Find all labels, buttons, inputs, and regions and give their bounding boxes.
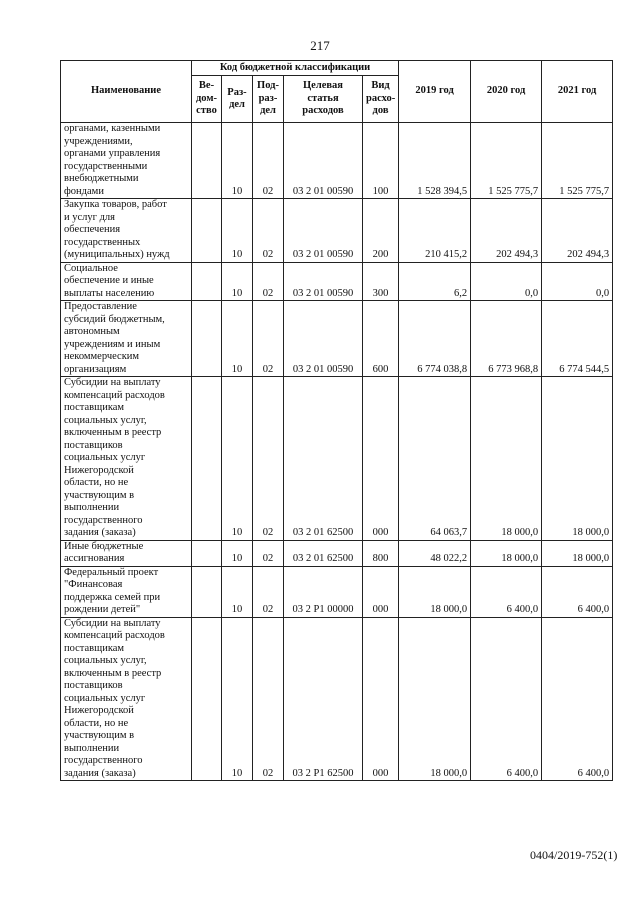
row-podrazdel: 02 bbox=[253, 617, 284, 781]
row-2019: 210 415,2 bbox=[399, 199, 471, 263]
row-2021: 6 400,0 bbox=[542, 617, 613, 781]
row-razdel: 10 bbox=[222, 617, 253, 781]
row-vedomstvo bbox=[192, 566, 222, 617]
row-2019: 18 000,0 bbox=[399, 617, 471, 781]
row-vedomstvo bbox=[192, 617, 222, 781]
row-2019: 1 528 394,5 bbox=[399, 123, 471, 199]
row-2019: 6 774 038,8 bbox=[399, 301, 471, 377]
row-vedomstvo bbox=[192, 301, 222, 377]
row-target: 03 2 P1 00000 bbox=[284, 566, 363, 617]
row-2020: 18 000,0 bbox=[471, 377, 542, 541]
row-name: Социальное обеспечение и иные выплаты населению bbox=[61, 262, 192, 301]
row-name: органами, казенными учреждениями, органами управления государственными внебюджетными фондами bbox=[61, 123, 192, 199]
row-2019: 18 000,0 bbox=[399, 566, 471, 617]
header-2020: 2020 год bbox=[471, 61, 542, 123]
row-2019: 48 022,2 bbox=[399, 540, 471, 566]
row-2021: 1 525 775,7 bbox=[542, 123, 613, 199]
table-row bbox=[61, 199, 613, 263]
header-podrazdel-text: Под- раз- дел bbox=[257, 80, 279, 117]
row-razdel: 10 bbox=[222, 377, 253, 541]
row-2019: 64 063,7 bbox=[399, 377, 471, 541]
header-vedomstvo-text: Ве- дом- ство bbox=[195, 80, 217, 117]
row-vid: 600 bbox=[363, 301, 399, 377]
row-vid: 000 bbox=[363, 617, 399, 781]
header-target-text: Целевая статья расходов bbox=[302, 80, 344, 117]
row-razdel: 10 bbox=[222, 262, 253, 301]
budget-table bbox=[60, 60, 613, 781]
row-2020: 1 525 775,7 bbox=[471, 123, 542, 199]
row-vid: 000 bbox=[363, 566, 399, 617]
row-razdel: 10 bbox=[222, 566, 253, 617]
row-podrazdel: 02 bbox=[253, 199, 284, 263]
row-2020: 6 400,0 bbox=[471, 617, 542, 781]
row-vid: 100 bbox=[363, 123, 399, 199]
header-podrazdel bbox=[253, 76, 284, 123]
row-2020: 6 400,0 bbox=[471, 566, 542, 617]
row-vid: 800 bbox=[363, 540, 399, 566]
row-vid: 300 bbox=[363, 262, 399, 301]
row-razdel: 10 bbox=[222, 199, 253, 263]
row-vid: 000 bbox=[363, 377, 399, 541]
row-vedomstvo bbox=[192, 377, 222, 541]
row-vedomstvo bbox=[192, 123, 222, 199]
row-2020: 6 773 968,8 bbox=[471, 301, 542, 377]
row-vedomstvo bbox=[192, 199, 222, 263]
row-razdel: 10 bbox=[222, 301, 253, 377]
table-row bbox=[61, 301, 613, 377]
row-vedomstvo bbox=[192, 540, 222, 566]
table-row bbox=[61, 123, 613, 199]
row-razdel: 10 bbox=[222, 123, 253, 199]
header-vedomstvo bbox=[192, 76, 222, 123]
row-target: 03 2 01 00590 bbox=[284, 123, 363, 199]
row-target: 03 2 P1 62500 bbox=[284, 617, 363, 781]
header-razdel-text: Раз- дел bbox=[227, 86, 247, 110]
document-code: 0404/2019-752(1) bbox=[530, 848, 618, 862]
table-row bbox=[61, 262, 613, 301]
row-target: 03 2 01 00590 bbox=[284, 199, 363, 263]
row-2021: 0,0 bbox=[542, 262, 613, 301]
row-name: Закупка товаров, работ и услуг для обеспечения государственных (муниципальных) нужд bbox=[61, 199, 192, 263]
table-row bbox=[61, 377, 613, 541]
row-podrazdel: 02 bbox=[253, 377, 284, 541]
table-header bbox=[61, 61, 613, 123]
table-body bbox=[61, 123, 613, 781]
row-2021: 18 000,0 bbox=[542, 377, 613, 541]
row-2021: 18 000,0 bbox=[542, 540, 613, 566]
row-name: Предоставление субсидий бюджетным, автономным учреждениям и иным некоммерческим организациям bbox=[61, 301, 192, 377]
row-2019: 6,2 bbox=[399, 262, 471, 301]
row-2020: 202 494,3 bbox=[471, 199, 542, 263]
row-razdel: 10 bbox=[222, 540, 253, 566]
row-2020: 18 000,0 bbox=[471, 540, 542, 566]
row-podrazdel: 02 bbox=[253, 262, 284, 301]
row-name: Субсидии на выплату компенсаций расходов поставщикам социальных услуг, включенным в реестр поставщиков социальных услуг Нижегородской области, но не участвующим в выполнении государственного задания (заказа) bbox=[61, 617, 192, 781]
row-target: 03 2 01 62500 bbox=[284, 377, 363, 541]
row-2020: 0,0 bbox=[471, 262, 542, 301]
header-razdel bbox=[222, 76, 253, 123]
header-target bbox=[284, 76, 363, 123]
row-name: Федеральный проект "Финансовая поддержка семей при рождении детей" bbox=[61, 566, 192, 617]
header-2021: 2021 год bbox=[542, 61, 613, 123]
row-podrazdel: 02 bbox=[253, 301, 284, 377]
row-name: Иные бюджетные ассигнования bbox=[61, 540, 192, 566]
row-target: 03 2 01 00590 bbox=[284, 262, 363, 301]
table-row bbox=[61, 617, 613, 781]
row-2021: 6 774 544,5 bbox=[542, 301, 613, 377]
row-podrazdel: 02 bbox=[253, 123, 284, 199]
row-target: 03 2 01 00590 bbox=[284, 301, 363, 377]
row-podrazdel: 02 bbox=[253, 566, 284, 617]
row-2021: 202 494,3 bbox=[542, 199, 613, 263]
row-vid: 200 bbox=[363, 199, 399, 263]
table-row bbox=[61, 566, 613, 617]
page-number: 217 bbox=[310, 38, 330, 53]
row-podrazdel: 02 bbox=[253, 540, 284, 566]
row-2021: 6 400,0 bbox=[542, 566, 613, 617]
header-code-group: Код бюджетной классификации bbox=[192, 61, 399, 76]
table-row bbox=[61, 540, 613, 566]
row-target: 03 2 01 62500 bbox=[284, 540, 363, 566]
header-name: Наименование bbox=[61, 61, 192, 123]
row-vedomstvo bbox=[192, 262, 222, 301]
header-2019: 2019 год bbox=[399, 61, 471, 123]
header-vid-text: Вид расхо- дов bbox=[366, 80, 396, 117]
header-vid bbox=[363, 76, 399, 123]
row-name: Субсидии на выплату компенсаций расходов поставщикам социальных услуг, включенным в реестр поставщиков социальных услуг Нижегородской области, но не участвующим в выполнении государственного задания (заказа) bbox=[61, 377, 192, 541]
